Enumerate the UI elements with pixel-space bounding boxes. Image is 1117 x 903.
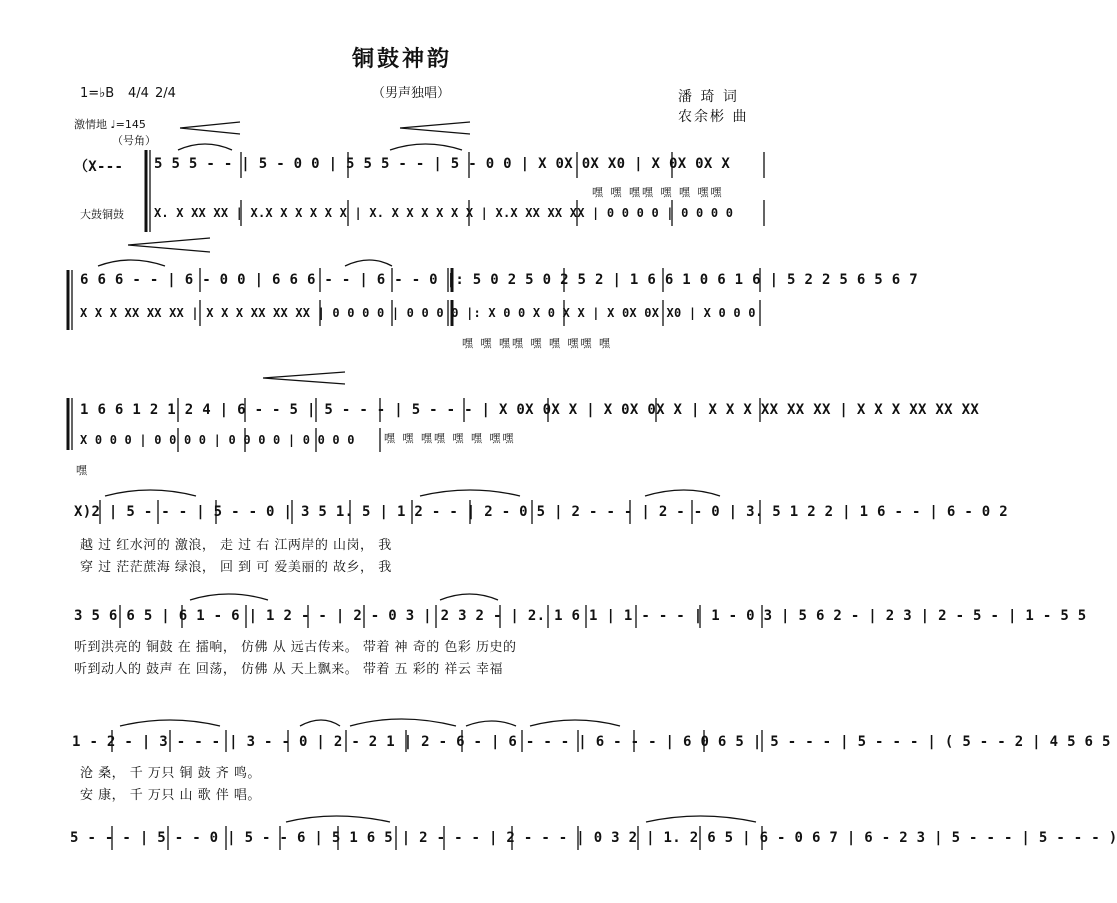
- system1-intro: （X---: [74, 159, 124, 175]
- system1-hei: 嘿 嘿 嘿嘿 嘿 嘿 嘿嘿: [592, 186, 724, 199]
- system2-drum: X X X XX XX XX | X X X XX XX XX | 0 0 0 0 | 0 0 0 0 |: X 0 0 X 0 X X | X 0X 0X X0 | X 0 0 0: [80, 306, 756, 320]
- system3-hei-below: 嘿: [76, 464, 89, 477]
- system1-drum: X. X XX XX | X.X X X X X X | X. X X X X X X | X.X XX XX XX | 0 0 0 0 | 0 0 0 0: [154, 206, 734, 220]
- system2-hei: 嘿 嘿 嘿嘿 嘿 嘿 嘿嘿 嘿: [462, 337, 612, 350]
- system5-lyric2: 听到动人的 鼓声 在 回荡， 仿佛 从 天上飘来。 带着 五 彩的 祥云 幸福: [74, 662, 503, 677]
- tempo-marking: 激情地 ♩=145: [74, 118, 146, 131]
- system2-melody: 6 6 6 - - | 6 - 0 0 | 6 6 6 - - | 6 - - 0 |: 5 0 2 5 0 2 5 2 | 1 6 6 1 0 6 1 6 | 5 2 2 5 6 5 6 7: [80, 272, 918, 288]
- system5-lyric1: 听到洪亮的 铜鼓 在 擂响， 仿佛 从 远古传来。 带着 神 奇的 色彩 历史的: [74, 640, 517, 655]
- composer-credit: 农余彬 曲: [678, 109, 749, 125]
- subtitle: （男声独唱）: [372, 86, 451, 101]
- horn-label: （号角）: [112, 134, 156, 147]
- system4-melody: X)2 | 5 - - - | 5 - - 0 | 3 5 1. 5 | 1 2 - - | 2 - 0 5 | 2 - - - | 2 - - 0 | 3. 5 1 2 2 | 1 6 - - | 6 - 0 2: [74, 504, 1008, 520]
- system4-lyric1: 越 过 红水河的 激浪， 走 过 右 江两岸的 山岗， 我: [80, 538, 392, 553]
- key-signature: 1=♭B: [80, 86, 115, 101]
- song-title: 铜鼓神韵: [352, 47, 453, 72]
- time-signature-1: 4/4: [128, 86, 149, 101]
- lyricist-credit: 潘 琦 词: [678, 89, 739, 105]
- system3-melody: 1 6 6 1 2 1 2 4 | 6 - - 5 | 5 - - - | 5 - - - | X 0X 0X X | X 0X 0X X | X X X XX XX XX | X X X XX XX XX: [80, 402, 980, 418]
- system3-hei-inline: 嘿 嘿 嘿嘿 嘿 嘿 嘿嘿: [384, 432, 516, 445]
- system5-melody: 3 5 6 6 5 | 6 1 - 6 | 1 2 - - | 2 - 0 3 | 2 3 2 - | 2. 1 6 1 | 1 - - - | 1 - 0 3 | 5 6 2 - | 2 3 | 2 - 5 - | 1 - 5 5: [74, 608, 1087, 624]
- system1-drum-label: 大鼓铜鼓: [80, 208, 124, 221]
- system4-lyric2: 穿 过 茫茫蔗海 绿浪， 回 到 可 爱美丽的 故乡， 我: [80, 560, 392, 575]
- time-signature-2: 2/4: [155, 86, 176, 101]
- system7-melody: 5 - - - | 5 - - 0 | 5 - - 6 | 5 1 6 5 | 2 - - - | 2 - - - | 0 3 2 | 1. 2 6 5 | 6 - 0 6 7 | 6 - 2 3 | 5 - - - | 5 - - - ): [70, 830, 1117, 846]
- system6-lyric1: 沧 桑， 千 万只 铜 鼓 齐 鸣。: [80, 766, 261, 781]
- system6-lyric2: 安 康， 千 万只 山 歌 伴 唱。: [80, 788, 261, 803]
- system1-melody: 5 5 5 - - | 5 - 0 0 | 5 5 5 - - | 5 - 0 0 | X 0X 0X X0 | X 0X 0X X: [154, 156, 731, 172]
- system6-melody: 1 - 2 - | 3 - - - | 3 - - 0 | 2 - 2 1 | 2 - 6 - | 6 - - - | 6 - - - | 6 0 6 5 | 5 - - - | 5 - - - | ( 5 - - 2 | 4 5 6 5: [72, 734, 1111, 750]
- system3-drum: X 0 0 0 | 0 0 0 0 | 0 0 0 0 | 0 0 0 0: [80, 433, 355, 447]
